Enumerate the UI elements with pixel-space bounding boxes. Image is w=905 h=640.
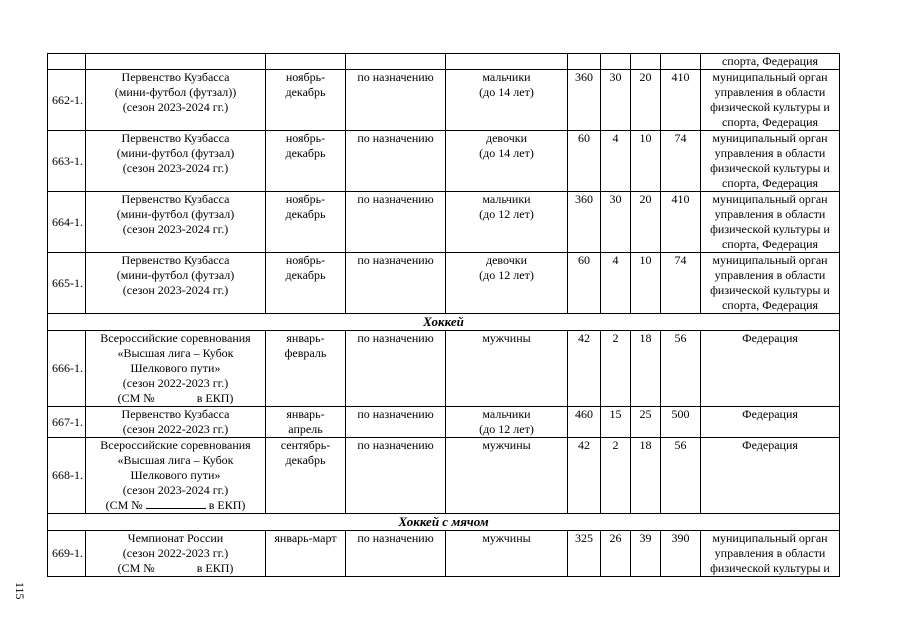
cell-group-line: мужчины [482,331,531,345]
cell-n1: 360 [568,70,601,131]
cell-number: 662-1. [48,70,86,131]
cell-group [446,407,568,438]
sm-suffix: в ЕКП) [193,561,234,575]
cell-group-line: (до 12 лет) [479,268,534,282]
cell-org [701,407,840,438]
sm-prefix: (СМ № [105,498,146,512]
cell-name [86,331,266,407]
cell-name-line: (мини-футбол (футзал)) [114,85,237,99]
cell-group-line: девочки [486,253,527,267]
cell-place: по назначению [346,531,446,577]
cell-term-line: январь- [286,407,325,421]
section-bandy: Хоккей с мячом [48,514,840,531]
sm-blank [146,499,206,509]
cell-org-line: Федерация [742,331,798,345]
table-row [48,253,840,314]
cell-term-line: ноябрь- [285,253,326,267]
cell-n1: 60 [568,131,601,192]
cell-n3: 20 [631,70,661,131]
cell-group [446,70,568,131]
cell-n2: 30 [601,192,631,253]
cell-name-line: (сезон 2022-2023 гг.) [122,422,229,436]
sm-prefix: (СМ № [117,391,158,405]
cell-name-line: Шелкового пути» [130,468,221,482]
cell-org [701,70,840,131]
cell-n1: 325 [568,531,601,577]
cell-term [266,531,346,577]
cell-org: спорта, Федерация [701,54,840,70]
cell-org-line: физической культуры и [710,100,830,114]
cell-n4: 390 [661,531,701,577]
cell-name-line: «Высшая лига – Кубок [117,346,234,360]
cell-name [86,253,266,314]
cell-org [701,253,840,314]
cell-org-line: физической культуры и [710,161,830,175]
cell-n2: 26 [601,531,631,577]
cell-name [86,407,266,438]
cell-term [266,70,346,131]
cell-number: 669-1. [48,531,86,577]
cell-n4: 74 [661,131,701,192]
cell-name-line: Первенство Кузбасса [121,70,230,84]
cell-n3: 25 [631,407,661,438]
cell-n3 [631,54,661,70]
cell-name-line: Первенство Кузбасса [121,192,230,206]
events-table-body [48,54,840,577]
cell-org-line: муниципальный орган [712,531,828,545]
cell-term-line: декабрь [285,453,326,467]
cell-n4: 410 [661,192,701,253]
cell-group [446,253,568,314]
cell-n1: 460 [568,407,601,438]
cell-term-line: сентябрь- [280,438,331,452]
cell-group [446,331,568,407]
cell-n1: 42 [568,331,601,407]
cell-org-line: муниципальный орган [712,253,828,267]
cell-number: 663-1. [48,131,86,192]
cell-number: 668-1. [48,438,86,514]
cell-group [446,131,568,192]
cell-term [266,331,346,407]
section-bandy-row [48,514,840,531]
cell-n4: 56 [661,438,701,514]
cell-name-line: (сезон 2023-2024 гг.) [122,100,229,114]
cell-org-line: муниципальный орган [712,192,828,206]
cell-org [701,438,840,514]
cell-n3: 10 [631,253,661,314]
cell-n2: 2 [601,438,631,514]
cell-org [701,531,840,577]
cell-org-line: управления в области [714,268,826,282]
cell-term [266,131,346,192]
cell-place: по назначению [346,438,446,514]
cell-name [86,531,266,577]
cell-org-line: Федерация [742,438,798,452]
cell-name-line: (сезон 2023-2024 гг.) [122,161,229,175]
cell-group [446,531,568,577]
cell-term-line: январь-март [274,531,337,545]
cell-n3: 18 [631,331,661,407]
cell-number: 667-1. [48,407,86,438]
cell-org [701,131,840,192]
cell-name-line: Чемпионат России [127,531,224,545]
cell-name-line: (сезон 2023-2024 гг.) [122,222,229,236]
table-row [48,70,840,131]
cell-n1: 360 [568,192,601,253]
cell-n3: 20 [631,192,661,253]
cell-n4: 56 [661,331,701,407]
cell-group-line: мальчики [482,407,531,421]
cell-name-line: (сезон 2023-2024 гг.) [122,483,229,497]
cell-org-line: физической культуры и [710,561,830,575]
cell-n4 [661,54,701,70]
sm-reference [88,498,263,513]
cell-group-line: мальчики [482,70,531,84]
cell-org-line: спорта, Федерация [721,237,819,251]
table-row [48,54,840,70]
cell-name-line: Первенство Кузбасса [121,253,230,267]
cell-term [266,54,346,70]
cell-group [446,54,568,70]
cell-group [446,192,568,253]
cell-org-line: муниципальный орган [712,70,828,84]
cell-number: 666-1. [48,331,86,407]
cell-n2: 30 [601,70,631,131]
cell-n2: 4 [601,131,631,192]
cell-name [86,54,266,70]
cell-number: 664-1. [48,192,86,253]
cell-name-line: «Высшая лига – Кубок [117,453,234,467]
cell-name-line: (мини-футбол (футзал) [116,268,235,282]
cell-term-line: ноябрь- [285,131,326,145]
cell-org-line: управления в области [714,207,826,221]
cell-org-line: Федерация [742,407,798,421]
cell-group-line: (до 12 лет) [479,422,534,436]
cell-name-line: Всероссийские соревнования [100,438,251,452]
cell-n3: 39 [631,531,661,577]
cell-term-line: декабрь [285,268,326,282]
cell-term-line: декабрь [285,85,326,99]
cell-group [446,438,568,514]
cell-group-line: (до 14 лет) [479,85,534,99]
cell-name-line: (сезон 2022-2023 гг.) [122,376,229,390]
cell-term-line: декабрь [285,146,326,160]
cell-org-line: физической культуры и [710,283,830,297]
cell-org-line: управления в области [714,146,826,160]
sm-suffix: в ЕКП) [193,391,234,405]
sm-reference [88,391,263,406]
cell-term [266,253,346,314]
cell-n3: 18 [631,438,661,514]
cell-org [701,331,840,407]
cell-place: по назначению [346,407,446,438]
cell-org-line: управления в области [714,85,826,99]
cell-term [266,438,346,514]
cell-n4: 74 [661,253,701,314]
cell-n1: 60 [568,253,601,314]
cell-org-line: спорта, Федерация [721,176,819,190]
sm-blank [158,563,194,572]
cell-org [701,192,840,253]
cell-place: по назначению [346,253,446,314]
cell-org-line: спорта, Федерация [721,298,819,312]
cell-n1: 42 [568,438,601,514]
cell-group-line: мужчины [482,531,531,545]
table-row [48,438,840,514]
section-hockey: Хоккей [48,314,840,331]
cell-name [86,192,266,253]
cell-term-line: апрель [288,422,323,436]
cell-name [86,131,266,192]
cell-number [48,54,86,70]
table-row [48,131,840,192]
cell-n2: 2 [601,331,631,407]
cell-name [86,438,266,514]
cell-name [86,70,266,131]
sm-reference [88,561,263,576]
sm-prefix: (СМ № [117,561,158,575]
table-row [48,192,840,253]
cell-name-line: (мини-футбол (футзал) [116,207,235,221]
cell-org-line: физической культуры и [710,222,830,236]
cell-number: 665-1. [48,253,86,314]
sm-blank [158,393,194,402]
cell-term-line: ноябрь- [285,192,326,206]
cell-place: по назначению [346,70,446,131]
table-row [48,407,840,438]
cell-n2 [601,54,631,70]
cell-place: по назначению [346,331,446,407]
cell-name-line: Шелкового пути» [130,361,221,375]
cell-term-line: декабрь [285,207,326,221]
sm-suffix: в ЕКП) [205,498,246,512]
cell-name-line: (сезон 2022-2023 гг.) [122,546,229,560]
cell-n3: 10 [631,131,661,192]
cell-place [346,54,446,70]
cell-group-line: (до 12 лет) [479,207,534,221]
cell-n4: 500 [661,407,701,438]
cell-n4: 410 [661,70,701,131]
cell-term [266,407,346,438]
cell-name-line: (сезон 2023-2024 гг.) [122,283,229,297]
cell-group-line: мужчины [482,438,531,452]
cell-term-line: ноябрь- [285,70,326,84]
cell-place: по назначению [346,131,446,192]
cell-term [266,192,346,253]
cell-n2: 15 [601,407,631,438]
cell-name-line: Первенство Кузбасса [121,407,230,421]
page-number: 115 [13,582,27,600]
cell-n2: 4 [601,253,631,314]
table-row [48,531,840,577]
events-table [47,53,840,577]
cell-group-line: мальчики [482,192,531,206]
table-row [48,331,840,407]
cell-place: по назначению [346,192,446,253]
cell-name-line: Первенство Кузбасса [121,131,230,145]
cell-group-line: (до 14 лет) [479,146,534,160]
cell-name-line: (мини-футбол (футзал) [116,146,235,160]
cell-term-line: февраль [284,346,327,360]
cell-n1 [568,54,601,70]
cell-term-line: январь- [286,331,325,345]
cell-org-line: муниципальный орган [712,131,828,145]
cell-org-line: управления в области [714,546,826,560]
cell-org-line: спорта, Федерация [721,115,819,129]
cell-name-line: Всероссийские соревнования [100,331,251,345]
section-hockey-row [48,314,840,331]
cell-group-line: девочки [486,131,527,145]
